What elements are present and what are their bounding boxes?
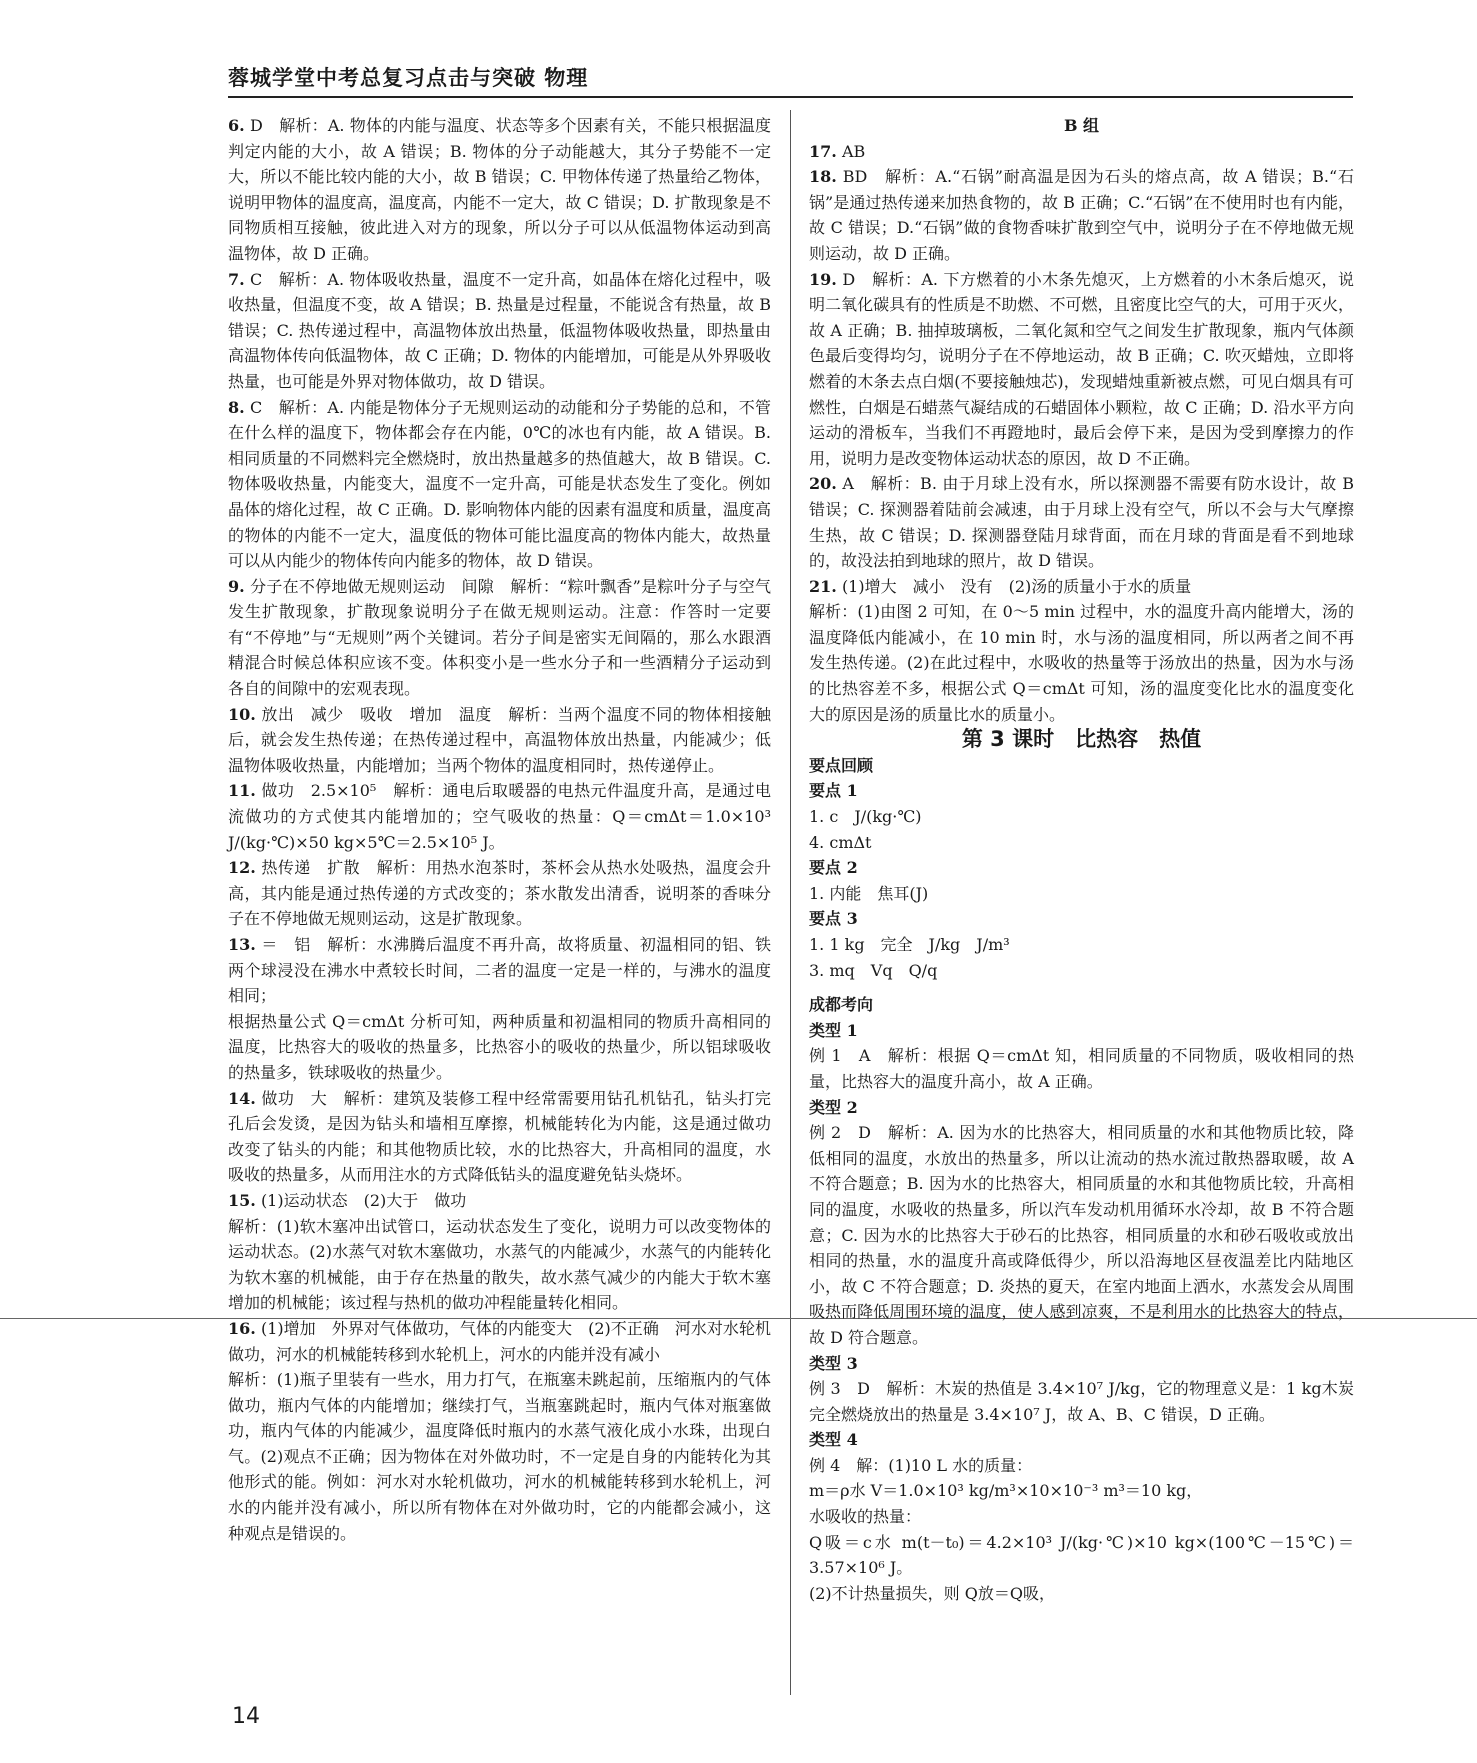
subheading-t1: 类型 1	[809, 1020, 858, 1040]
question-number: 14.	[228, 1088, 256, 1108]
answer-q20	[809, 471, 1354, 573]
group-b-answers	[809, 139, 1354, 728]
answer-q21b	[809, 599, 1354, 727]
page-number: 14	[232, 1704, 260, 1729]
answer-q16b	[228, 1367, 771, 1546]
header-rule	[228, 96, 1353, 98]
answer-q19	[809, 267, 1354, 472]
line-e4e: (2)不计热量损失，则 Q放＝Q吸，	[809, 1583, 1055, 1603]
answer-text: (1)运动状态 (2)大于 做功	[260, 1190, 467, 1210]
answer-q17	[809, 139, 1354, 165]
right-column	[809, 113, 1354, 1606]
answer-q11	[228, 778, 771, 855]
column-divider	[790, 110, 791, 1695]
question-number: 20.	[809, 474, 837, 494]
question-number: 15.	[228, 1190, 256, 1210]
answer-text: D 解析：A. 下方燃着的小木条先熄灭，上方燃着的小木条后熄灭，说明二氧化碳具有的性质是不助燃、不可燃，且密度比空气的大，可用于灭火，故 A 正确；B. 抽掉玻璃板，二氧化氮和空气之间发生扩散现象，瓶内气体颜色最后变得均匀，说明分子在不停地运动，故 B 正确；C. 吹灭蜡烛，立即将燃着的木条去点白烟(不要接触烛芯)，发现蜡烛重新被点燃，可见白烟具有可燃性，白烟是石蜡蒸气凝结成的石蜡固体小颗粒，故 C 正确；D. 沿水平方向运动的滑板车，当我们不再蹬地时，最后会停下来，是因为受到摩擦力的作用，说明力是改变物体运动状态的原因，故 D 不正确。	[809, 269, 1354, 468]
line-e4c: 水吸收的热量：	[809, 1507, 922, 1527]
exam-title: 成都考向	[809, 995, 874, 1015]
group-b-title: B 组	[1063, 116, 1100, 135]
exam-list	[809, 1018, 1354, 1607]
question-number: 16.	[228, 1318, 256, 1338]
page-header	[228, 62, 1353, 102]
left-column	[228, 113, 771, 1546]
question-number: 18.	[809, 167, 837, 187]
answer-text: (1)增大 减小 没有 (2)汤的质量小于水的质量	[841, 576, 1192, 596]
subheading-r2h: 要点 2	[809, 858, 858, 878]
answer-text: D 解析：A. 物体的内能与温度、状态等多个因素有关，不能只根据温度判定内能的大小，故 A 错误；B. 物体的分子动能越大，其分子势能不一定大，所以不能比较内能的大小，故 B 错误；C. 甲物体传递了热量给乙物体，说明甲物体的温度高，温度高，内能不一定大，故 C 错误；D. 扩散现象是不同物质相互接触，彼此进入对方的现象，所以分子可以从低温物体运动到高温物体，故 D 正确。	[228, 116, 771, 263]
question-number: 9.	[228, 576, 245, 596]
answer-q18	[809, 164, 1354, 266]
question-number: 6.	[228, 116, 245, 135]
answer-q16	[228, 1316, 771, 1367]
answer-text: 解析：(1)瓶子里装有一些水，用力打气，在瓶塞未跳起前，压缩瓶内的气体做功，瓶内气体的内能增加；继续打气，当瓶塞跳起时，瓶内气体对瓶塞做功，瓶内气体的内能减少，温度降低时瓶内的水蒸气液化成小水珠，出现白气。(2)观点不正确；因为物体在对外做功时，不一定是自身的内能转化为其他形式的能。例如：河水对水轮机做功，河水的机械能转移到水轮机上，河水的内能并没有减小，所以所有物体在对外做功时，它的内能都会减小，这种观点是错误的。	[228, 1370, 771, 1543]
answer-q13b	[228, 1009, 771, 1086]
answer-text: A 解析：B. 由于月球上没有水，所以探测器不需要有防水设计，故 B 错误；C. 探测器着陆前会减速，由于月球上没有空气，所以不会与大气摩擦生热，故 C 错误；D. 探测器登陆月球背面，而在月球的背面是看不到地球的，故没法拍到地球的照片，故 D 错误。	[809, 474, 1354, 571]
answer-text: AB	[841, 141, 866, 161]
answer-q21	[809, 574, 1354, 600]
answer-q6	[228, 113, 771, 267]
answer-q13	[228, 932, 771, 1009]
subheading-r3h: 要点 3	[809, 909, 858, 929]
answer-text: C 解析：A. 物体吸收热量，温度不一定升高，如晶体在熔化过程中，吸收热量，但温度不变，故 A 错误；B. 热量是过程量，不能说含有热量，故 B 错误；C. 热传递过程中，高温物体放出热量，低温物体吸收热量，即热量由高温物体传向低温物体，故 C 正确；D. 物体的内能增加，可能是从外界吸收热量，也可能是外界对物体做功，故 D 错误。	[228, 269, 771, 391]
answer-text: 做功 2.5×10⁵ 解析：通电后取暖器的电热元件温度升高，是通过电流做功的方式使其内能增加的；空气吸收的热量：Q＝cmΔt＝1.0×10³ J/(kg·℃)×50 kg×5℃＝2.5×10⁵ J。	[228, 781, 771, 852]
question-number: 12.	[228, 858, 256, 878]
line-r3b: 3. mq Vq Q/q	[809, 960, 938, 980]
question-number: 13.	[228, 935, 256, 954]
line-e4d: Q吸＝c水 m(t－t₀)＝4.2×10³ J/(kg·℃)×10 kg×(100℃－15℃)＝3.57×10⁶ J。	[809, 1532, 1354, 1578]
answer-text: BD 解析：A.“石锅”耐高温是因为石头的熔点高，故 A 错误；B.“石锅”是通过热传递来加热食物的，故 B 正确；C.“石锅”在不使用时也有内能，故 C 错误；D.“石锅”做的食物香味扩散到空气中，说明分子在不停地做无规则运动，故 D 正确。	[809, 167, 1354, 263]
book-title: 蓉城学堂中考总复习点击与突破 物理	[228, 66, 589, 90]
answer-text: (1)增加 外界对气体做功，气体的内能变大 (2)不正确 河水对水轮机做功，河水的机械能转移到水轮机上，河水的内能并没有减小	[228, 1318, 771, 1364]
answer-text: 根据热量公式 Q＝cmΔt 分析可知，两种质量和初温相同的物质升高相同的温度，比热容大的吸收的热量多，比热容小的吸收的热量少，所以铝球吸收的热量多，铁球吸收的热量少。	[228, 1011, 771, 1082]
review-list	[809, 778, 1354, 983]
review-title: 要点回顾	[809, 755, 874, 775]
answer-text: 解析：(1)软木塞冲出试管口，运动状态发生了变化，说明力可以改变物体的运动状态。(2)水蒸气对软木塞做功，水蒸气的内能减少，水蒸气的内能转化为软木塞的机械能，由于存在热量的散失，故水蒸气减少的内能大于软木塞增加的机械能；该过程与热机的做功冲程能量转化相同。	[228, 1216, 771, 1313]
question-number: 21.	[809, 576, 837, 596]
line-e4b: m＝ρ水 V＝1.0×10³ kg/m³×10×10⁻³ m³＝10 kg，	[809, 1481, 1203, 1501]
answer-q12	[228, 855, 771, 932]
subheading-t2: 类型 2	[809, 1097, 858, 1117]
answer-q8	[228, 395, 771, 574]
line-e4a: 例 4 解：(1)10 L 水的质量：	[809, 1455, 1033, 1475]
question-number: 10.	[228, 704, 256, 724]
answer-q9	[228, 574, 771, 702]
answer-q15b	[228, 1214, 771, 1316]
subheading-t3: 类型 3	[809, 1353, 858, 1373]
answer-text: 解析：(1)由图 2 可知，在 0～5 min 过程中，水的温度升高内能增大，汤的温度降低内能减小，在 10 min 时，水与汤的温度相同，所以两者之间不再发生热传递。(2)在此过程中，水吸收的热量等于汤放出的热量，因为水与汤的比热容差不多，根据公式 Q＝cmΔt 可知，汤的温度变化比水的温度变化大的原因是汤的质量比水的质量小。	[809, 602, 1354, 724]
line-e1: 例 1 A 解析：根据 Q＝cmΔt 知，相同质量的不同物质，吸收相同的热量，比热容大的温度升高小，故 A 正确。	[809, 1046, 1354, 1091]
answer-q15	[228, 1188, 771, 1214]
question-number: 17.	[809, 141, 837, 161]
line-r1b: 4. cmΔt	[809, 832, 872, 852]
subheading-t4: 类型 4	[809, 1430, 858, 1450]
question-number: 11.	[228, 781, 256, 801]
line-r3a: 1. 1 kg 完全 J/kg J/m³	[809, 935, 1010, 954]
lesson-title: 第 3 课时 比热容 热值	[961, 727, 1202, 752]
question-number: 19.	[809, 269, 837, 289]
answer-text: ＝ 铝 解析：水沸腾后温度不再升高，故将质量、初温相同的铝、铁两个球浸没在沸水中煮较长时间，二者的温度一定是一样的，与沸水的温度相同；	[228, 935, 771, 1006]
answer-text: 热传递 扩散 解析：用热水泡茶时，茶杯会从热水处吸热，温度会升高，其内能是通过热传递的方式改变的；茶水散发出清香，说明茶的香味分子在不停地做无规则运动，这是扩散现象。	[228, 858, 771, 929]
question-number: 8.	[228, 397, 245, 417]
line-e2: 例 2 D 解析：A. 因为水的比热容大，相同质量的水和其他物质比较，降低相同的温度，水放出的热量多，所以让流动的热水流过散热器取暖，故 A 不符合题意；B. 因为水的比热容大，相同质量的水和其他物质比较，升高相同的温度，水吸收的热量多，所以汽车发动机用循环水冷却，故 B 不符合题意；C. 因为水的比热容大于砂石的比热容，相同质量的水和砂石吸收或放出相同的热量，水的温度升高或降低得少，所以沿海地区昼夜温差比内陆地区小，故 C 不符合题意；D. 炎热的夏天，在室内地面上洒水，水蒸发会从周围吸热而降低周围环境的温度，使人感到凉爽，不是利用水的比热容大的特点，故 D 符合题意。	[809, 1123, 1354, 1347]
answer-text: 放出 减少 吸收 增加 温度 解析：当两个温度不同的物体相接触后，就会发生热传递；在热传递过程中，高温物体放出热量，内能减少；低温物体吸收热量，内能增加；当两个物体的温度相同时，热传递停止。	[228, 704, 771, 775]
answer-q14	[228, 1086, 771, 1188]
line-r2a: 1. 内能 焦耳(J)	[809, 883, 929, 903]
subheading-r1h: 要点 1	[809, 781, 858, 801]
answer-text: C 解析：A. 内能是物体分子无规则运动的动能和分子势能的总和，不管在什么样的温度下，物体都会存在内能，0℃的冰也有内能，故 A 错误。B. 相同质量的不同燃料完全燃烧时，放出热量越多的热值越大，故 B 错误。C. 物体吸收热量，内能变大，温度不一定升高，可能是状态发生了变化。例如晶体的熔化过程，故 C 正确。D. 影响物体内能的因素有温度和质量，温度高的物体的内能不一定大，温度低的物体可能比温度高的物体内能大，故热量可以从内能少的物体传向内能多的物体，故 D 错误。	[228, 397, 771, 571]
answer-text: 分子在不停地做无规则运动 间隙 解析：“粽叶飘香”是粽叶分子与空气发生扩散现象，扩散现象说明分子在做无规则运动。注意：作答时一定要有“不停地”与“无规则”两个关键词。若分子间是密实无间隔的，那么水跟酒精混合时候总体积应该不变。体积变小是一些水分子和一些酒精分子运动到各自的间隙中的宏观表现。	[228, 576, 771, 699]
answer-text: 做功 大 解析：建筑及装修工程中经常需要用钻孔机钻孔，钻头打完孔后会发烫，是因为钻头和墙相互摩擦，机械能转化为内能，这是通过做功改变了钻头的内能；和其他物质比较，水的比热容大，升高相同的温度，水吸收的热量多，从而用注水的方式降低钻头的温度避免钻头烧坏。	[228, 1088, 771, 1185]
line-e3: 例 3 D 解析：木炭的热值是 3.4×10⁷ J/kg，它的物理意义是：1 kg木炭完全燃烧放出的热量是 3.4×10⁷ J，故 A、B、C 错误，D 正确。	[809, 1379, 1354, 1424]
answer-q7	[228, 267, 771, 395]
line-r1a: 1. c J/(kg·℃)	[809, 807, 922, 827]
answer-q10	[228, 702, 771, 779]
question-number: 7.	[228, 269, 245, 289]
